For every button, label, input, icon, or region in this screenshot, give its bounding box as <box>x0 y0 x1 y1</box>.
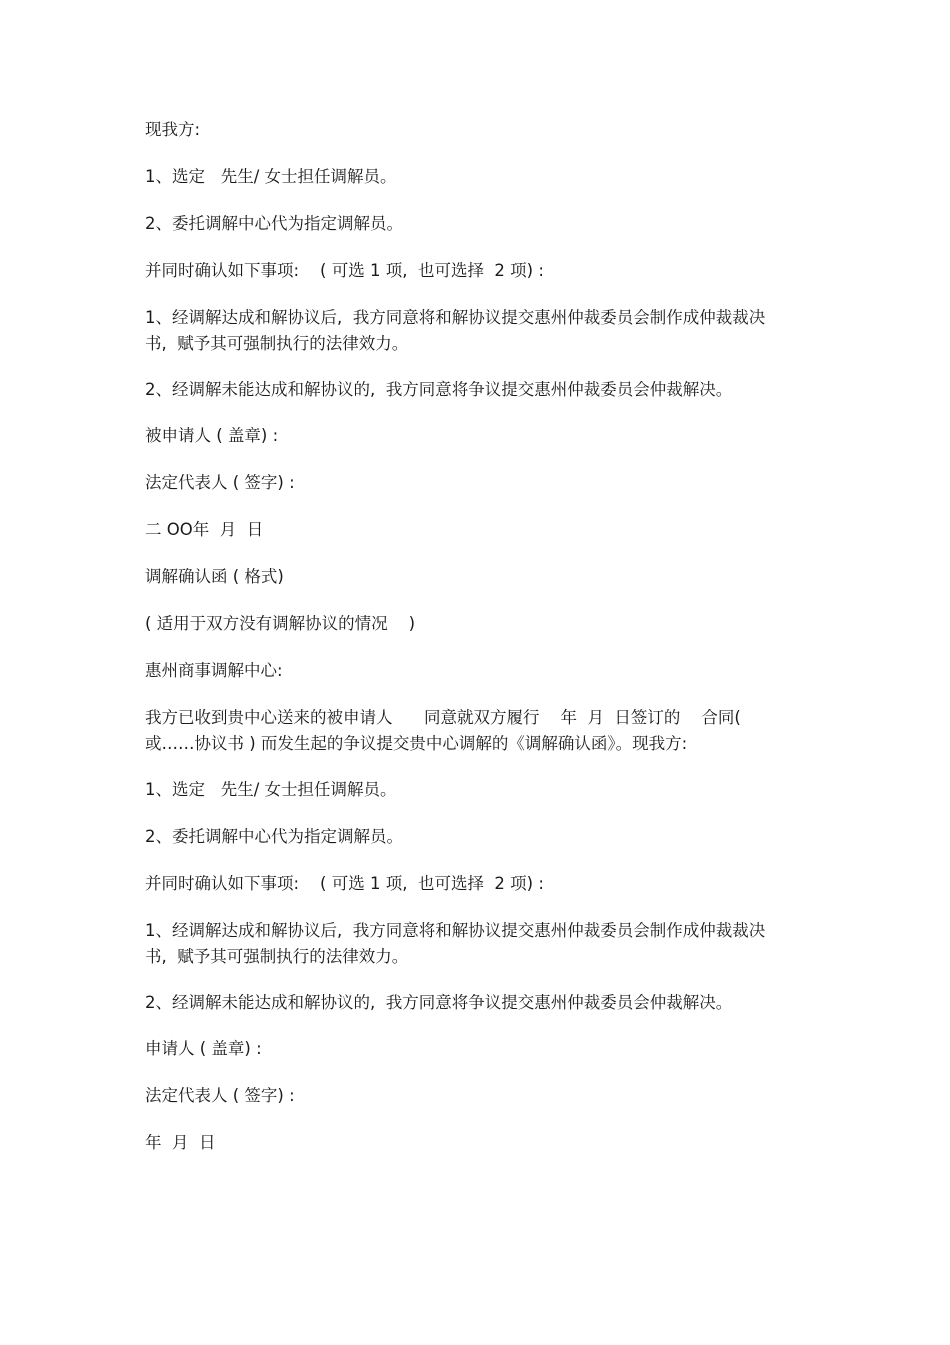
paragraph-confirm-item-1-2: 1、经调解达成和解协议后, 我方同意将和解协议提交惠州仲裁委员会制作成仲裁裁决书, 赋予其可强制执行的法律效力。 <box>145 921 766 966</box>
paragraph-option-select-mediator-2: 1、选定 先生/ 女士担任调解员。 <box>145 780 397 799</box>
paragraph-intro: 现我方: <box>145 120 201 139</box>
paragraph-date-2: 年 月 日 <box>145 1133 216 1152</box>
paragraph-date: 二 OO年 月 日 <box>145 520 264 539</box>
paragraph-confirm-items: 并同时确认如下事项: ( 可选 1 项, 也可选择 2 项) : <box>145 261 544 280</box>
paragraph-option-delegate-mediator-2: 2、委托调解中心代为指定调解员。 <box>145 827 403 846</box>
paragraph-confirm-item-2-2: 2、经调解未能达成和解协议的, 我方同意将争议提交惠州仲裁委员会仲裁解决。 <box>145 993 733 1012</box>
paragraph-letter-body: 我方已收到贵中心送来的被申请人 同意就双方履行 年 月 日签订的 合同( 或……协议书 ) 而发生起的争议提交贵中心调解的《调解确认函》。现我方: <box>145 708 747 753</box>
paragraph-option-delegate-mediator: 2、委托调解中心代为指定调解员。 <box>145 214 403 233</box>
paragraph-option-select-mediator: 1、选定 先生/ 女士担任调解员。 <box>145 167 397 186</box>
paragraph-confirm-item-1: 1、经调解达成和解协议后, 我方同意将和解协议提交惠州仲裁委员会制作成仲裁裁决书, 赋予其可强制执行的法律效力。 <box>145 308 766 353</box>
paragraph-respondent-seal: 被申请人 ( 盖章) : <box>145 426 279 445</box>
paragraph-legal-rep-signature: 法定代表人 ( 签字) : <box>145 473 295 492</box>
paragraph-applicant-seal: 申请人 ( 盖章) : <box>145 1039 262 1058</box>
paragraph-letter-title: 调解确认函 ( 格式) <box>145 567 284 586</box>
document-body <box>145 117 785 1177</box>
paragraph-confirm-item-2: 2、经调解未能达成和解协议的, 我方同意将争议提交惠州仲裁委员会仲裁解决。 <box>145 380 733 399</box>
paragraph-legal-rep-signature-2: 法定代表人 ( 签字) : <box>145 1086 295 1105</box>
paragraph-confirm-items-2: 并同时确认如下事项: ( 可选 1 项, 也可选择 2 项) : <box>145 874 544 893</box>
paragraph-addressee: 惠州商事调解中心: <box>145 661 283 680</box>
paragraph-letter-subtitle: ( 适用于双方没有调解协议的情况 ) <box>145 614 416 633</box>
